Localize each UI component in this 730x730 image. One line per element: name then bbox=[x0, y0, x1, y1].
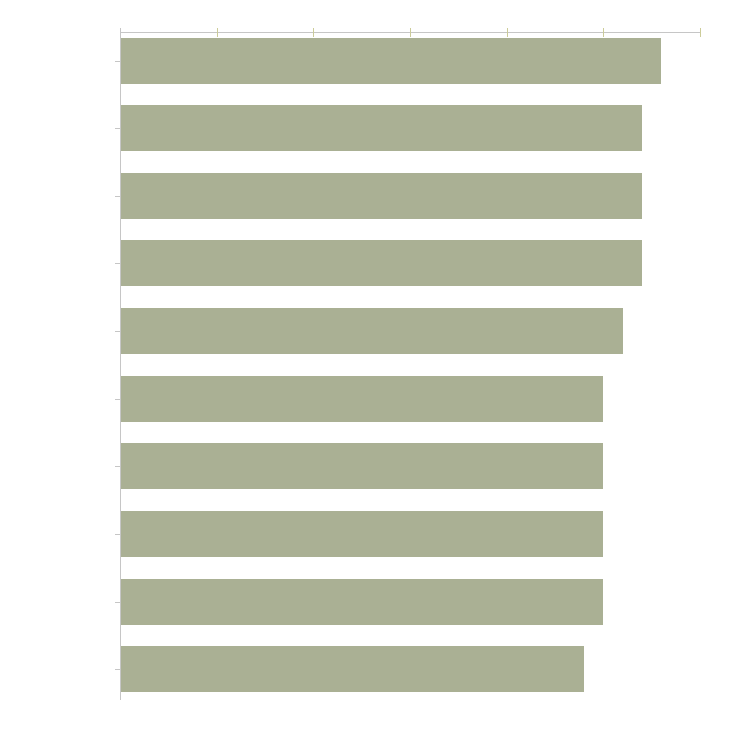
y-tick bbox=[115, 196, 120, 197]
category-label bbox=[0, 527, 113, 541]
y-tick bbox=[115, 669, 120, 670]
y-tick bbox=[115, 399, 120, 400]
category-label bbox=[0, 595, 113, 609]
bar bbox=[121, 173, 642, 219]
y-tick bbox=[115, 331, 120, 332]
y-tick bbox=[115, 128, 120, 129]
category-label bbox=[0, 392, 113, 406]
category-label bbox=[0, 324, 113, 338]
bar bbox=[121, 511, 603, 557]
bar bbox=[121, 646, 584, 692]
x-tick bbox=[507, 28, 508, 37]
x-tick bbox=[700, 28, 701, 37]
category-label bbox=[0, 459, 113, 473]
y-tick bbox=[115, 61, 120, 62]
bar bbox=[121, 376, 603, 422]
bar bbox=[121, 443, 603, 489]
bar bbox=[121, 579, 603, 625]
y-tick bbox=[115, 534, 120, 535]
category-label bbox=[0, 54, 113, 68]
bar bbox=[121, 105, 642, 151]
category-label bbox=[0, 662, 113, 676]
y-tick bbox=[115, 263, 120, 264]
y-tick bbox=[115, 466, 120, 467]
bar bbox=[121, 240, 642, 286]
category-label bbox=[0, 121, 113, 135]
x-tick bbox=[217, 28, 218, 37]
bar bbox=[121, 308, 623, 354]
x-tick bbox=[410, 28, 411, 37]
x-tick bbox=[603, 28, 604, 37]
bar bbox=[121, 38, 661, 84]
category-label bbox=[0, 256, 113, 270]
category-label bbox=[0, 189, 113, 203]
y-tick bbox=[115, 602, 120, 603]
x-tick bbox=[313, 28, 314, 37]
